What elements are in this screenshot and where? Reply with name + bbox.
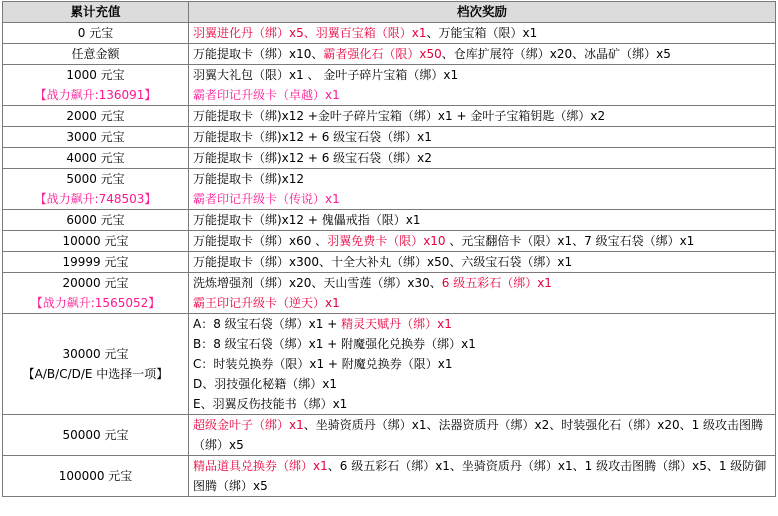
tier-note: 【战力飙升:136091】 (34, 88, 157, 102)
reward-line (193, 394, 771, 414)
tier-amount: 19999 元宝 (62, 255, 129, 269)
tier-cell (3, 415, 189, 456)
reward-line (193, 23, 771, 43)
reward-cell (189, 23, 776, 44)
reward-cell (189, 148, 776, 169)
reward-line (193, 293, 771, 313)
reward-line (193, 65, 771, 85)
header-tier: 累计充值 (3, 2, 189, 23)
reward-highlight: 精灵天赋丹（绑）x1 (341, 317, 452, 331)
reward-cell (189, 44, 776, 65)
reward-text: 万能提取卡（绑）x300、十全大补丸（绑）x50、六级宝石袋（绑）x1 (193, 255, 573, 269)
header-row (3, 2, 776, 23)
table-row (3, 169, 776, 210)
tier-amount: 20000 元宝 (62, 276, 129, 290)
reward-line (193, 44, 771, 64)
reward-line (193, 334, 771, 354)
reward-line (193, 127, 771, 147)
tier-cell (3, 314, 189, 415)
tier-amount: 30000 元宝 (62, 347, 129, 361)
reward-line (193, 148, 771, 168)
tier-cell (3, 231, 189, 252)
reward-text: C：时装兑换券（限）x1 + 附魔兑换券（限）x1 (193, 357, 453, 371)
reward-line (193, 314, 771, 334)
reward-line (193, 415, 771, 455)
tier-cell (3, 456, 189, 497)
reward-highlight: 超级金叶子（绑）x1 (193, 418, 304, 432)
tier-amount: 任意金额 (71, 47, 120, 61)
reward-line (193, 231, 771, 251)
tier-cell (3, 44, 189, 65)
tier-cell (3, 65, 189, 106)
tier-note: 【战力飙升:748503】 (34, 192, 157, 206)
tier-note: 【A/B/C/D/E 中选择一项】 (22, 367, 169, 381)
table-row (3, 23, 776, 44)
reward-text: A：8 级宝石袋（绑）x1 + (193, 317, 342, 331)
reward-highlight: 精品道具兑换券（绑）x1 (193, 459, 328, 473)
tier-amount: 3000 元宝 (66, 130, 125, 144)
table-row (3, 314, 776, 415)
reward-line (193, 106, 771, 126)
tier-cell (3, 169, 189, 210)
reward-text: B：8 级宝石袋（绑）x1 + 附魔强化兑换券（绑）x1 (193, 337, 476, 351)
reward-line (193, 189, 771, 209)
table-row (3, 44, 776, 65)
table-row (3, 456, 776, 497)
tier-cell (3, 148, 189, 169)
tier-cell (3, 127, 189, 148)
reward-cell (189, 106, 776, 127)
reward-line (193, 169, 771, 189)
reward-highlight: 6 级五彩石（绑）x1 (441, 276, 552, 290)
tier-amount: 0 元宝 (77, 26, 114, 40)
tier-amount: 6000 元宝 (66, 213, 125, 227)
reward-cell (189, 169, 776, 210)
table-row (3, 65, 776, 106)
table-row (3, 415, 776, 456)
tier-cell (3, 23, 189, 44)
table-row (3, 231, 776, 252)
table-row (3, 106, 776, 127)
reward-text: 、元宝翻倍卡（限）x1、7 级宝石袋（绑）x1 (445, 234, 695, 248)
reward-cell (189, 314, 776, 415)
reward-text: 万能提取卡（绑)x12 + 6 级宝石袋（绑）x1 (193, 130, 432, 144)
table-body (3, 23, 776, 497)
table-row (3, 252, 776, 273)
reward-text: 万能提取卡（绑)x12 (193, 172, 305, 186)
reward-text: D、羽技强化秘籍（绑）x1 (193, 377, 337, 391)
reward-line (193, 273, 771, 293)
reward-text: 、坐骑资质丹（绑）x1、法器资质丹（绑）x2、时装强化石（绑）x20、1 级攻击图腾（绑）x5 (193, 418, 764, 452)
reward-cell (189, 210, 776, 231)
reward-text: 、万能宝箱（限）x1 (426, 26, 538, 40)
reward-highlight: 羽翼进化丹（绑）x5、羽翼百宝箱（限）x1 (193, 26, 427, 40)
table-row (3, 210, 776, 231)
table-row (3, 148, 776, 169)
reward-line (193, 374, 771, 394)
reward-cell (189, 65, 776, 106)
reward-text: 万能提取卡（绑）x10、 (193, 47, 324, 61)
header-reward: 档次奖励 (189, 2, 776, 23)
tier-amount: 4000 元宝 (66, 151, 125, 165)
reward-line (193, 210, 771, 230)
reward-highlight: 羽翼免费卡（限）x10 (327, 234, 446, 248)
tier-note: 【战力飙升:1565052】 (30, 296, 161, 310)
reward-cell (189, 415, 776, 456)
tier-amount: 1000 元宝 (66, 68, 125, 82)
reward-highlight: 霸者印记升级卡（卓越）x1 (193, 88, 340, 102)
reward-line (193, 85, 771, 105)
reward-line (193, 354, 771, 374)
tier-amount: 50000 元宝 (62, 428, 129, 442)
table-row (3, 273, 776, 314)
tier-cell (3, 252, 189, 273)
reward-text: 万能提取卡（绑）x60 、 (193, 234, 328, 248)
reward-cell (189, 273, 776, 314)
reward-text: 、6 级五彩石（绑）x1、坐骑资质丹（绑）x1、1 级攻击图腾（绑）x5、1 级防御图腾（绑）x5 (193, 459, 767, 493)
reward-cell (189, 127, 776, 148)
reward-line (193, 456, 771, 496)
reward-text: 万能提取卡（绑)x12 + 6 级宝石袋（绑）x2 (193, 151, 432, 165)
tier-amount: 5000 元宝 (66, 172, 125, 186)
reward-cell (189, 252, 776, 273)
reward-highlight: 霸者强化石（限）x50 (323, 47, 442, 61)
reward-text: 洗炼增强剂（绑）x20、天山雪莲（绑）x30、 (193, 276, 442, 290)
tier-amount: 100000 元宝 (58, 469, 133, 483)
tier-amount: 2000 元宝 (66, 109, 125, 123)
tier-cell (3, 210, 189, 231)
reward-cell (189, 231, 776, 252)
reward-highlight: 霸王印记升级卡（逆天）x1 (193, 296, 340, 310)
tier-cell (3, 273, 189, 314)
tier-cell (3, 106, 189, 127)
reward-text: 羽翼大礼包（限）x1 、 金叶子碎片宝箱（绑）x1 (193, 68, 459, 82)
reward-highlight: 霸者印记升级卡（传说）x1 (193, 192, 340, 206)
reward-text: E、羽翼反伤技能书（绑）x1 (193, 397, 348, 411)
recharge-reward-table (2, 1, 776, 497)
table-row (3, 127, 776, 148)
tier-amount: 10000 元宝 (62, 234, 129, 248)
reward-cell (189, 456, 776, 497)
reward-text: 、仓库扩展符（绑）x20、冰晶矿（绑）x5 (441, 47, 671, 61)
reward-line (193, 252, 771, 272)
reward-text: 万能提取卡（绑)x12 + 傀儡戒指（限）x1 (193, 213, 421, 227)
reward-text: 万能提取卡（绑)x12 +金叶子碎片宝箱（绑）x1 + 金叶子宝箱钥匙（绑）x2 (193, 109, 606, 123)
